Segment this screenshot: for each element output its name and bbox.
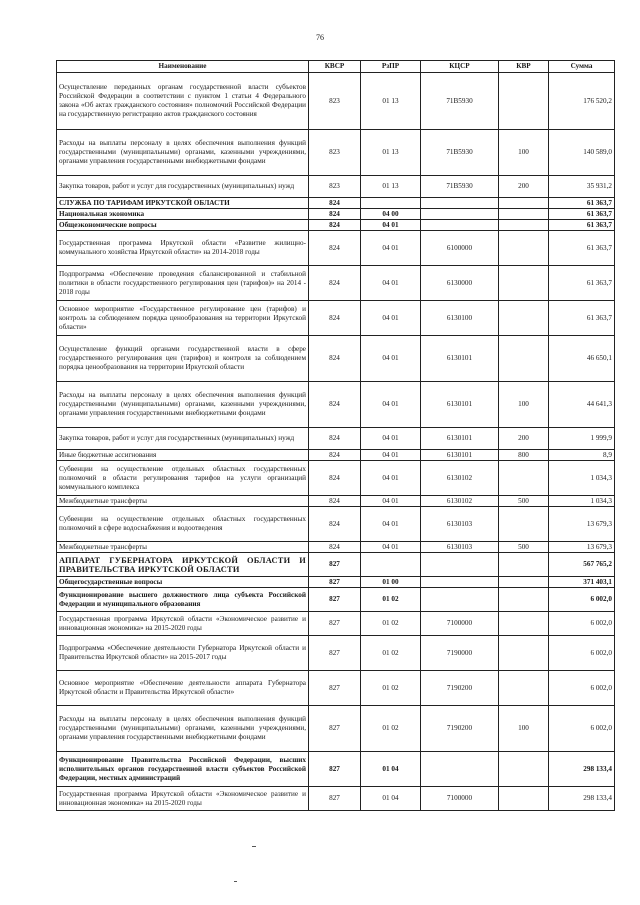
table-row	[57, 73, 615, 130]
cell-rzpr	[361, 553, 421, 577]
cell-name: СЛУЖБА ПО ТАРИФАМ ИРКУТСКОЙ ОБЛАСТИ	[57, 198, 309, 209]
cell-kvr	[499, 671, 549, 706]
cell-kcsr	[421, 553, 499, 577]
cell-kcsr: 6130103	[421, 542, 499, 553]
cell-kvsr: 827	[309, 706, 361, 752]
cell-rzpr: 01 02	[361, 588, 421, 612]
cell-name: Государственная программа Иркутской области «Развитие жилищно-коммунального хозяйства Иркутской области» на 2014-2018 годы	[57, 231, 309, 266]
cell-rzpr: 04 01	[361, 461, 421, 496]
table-row	[57, 507, 615, 542]
cell-name: Функционирование высшего должностного лица субъекта Российской Федерации и муниципального образования	[57, 588, 309, 612]
cell-sum: 6 002,0	[549, 706, 615, 752]
cell-kcsr: 7190000	[421, 636, 499, 671]
cell-kcsr: 6130102	[421, 496, 499, 507]
cell-kvr	[499, 553, 549, 577]
header-sum: Сумма	[549, 61, 615, 73]
cell-sum: 298 133,4	[549, 752, 615, 787]
header-kvr: КВР	[499, 61, 549, 73]
cell-rzpr: 01 02	[361, 671, 421, 706]
table-row	[57, 553, 615, 577]
cell-kcsr: 6130103	[421, 507, 499, 542]
table-row	[57, 636, 615, 671]
cell-sum: 44 641,3	[549, 382, 615, 428]
cell-kvsr: 823	[309, 176, 361, 198]
cell-sum: 13 679,3	[549, 542, 615, 553]
cell-rzpr: 01 02	[361, 612, 421, 636]
cell-kcsr	[421, 588, 499, 612]
cell-name: АППАРАТ ГУБЕРНАТОРА ИРКУТСКОЙ ОБЛАСТИ И ПРАВИТЕЛЬСТВА ИРКУТСКОЙ ОБЛАСТИ	[57, 553, 309, 577]
cell-kvr	[499, 231, 549, 266]
cell-kvr	[499, 220, 549, 231]
cell-kvsr: 824	[309, 542, 361, 553]
cell-kvsr: 823	[309, 73, 361, 130]
cell-kcsr	[421, 752, 499, 787]
cell-sum: 61 363,7	[549, 220, 615, 231]
cell-kvr: 200	[499, 176, 549, 198]
cell-kvr	[499, 577, 549, 588]
table-row	[57, 752, 615, 787]
cell-kvsr: 824	[309, 461, 361, 496]
cell-kvr	[499, 612, 549, 636]
cell-sum: 176 520,2	[549, 73, 615, 130]
cell-kvsr: 824	[309, 382, 361, 428]
cell-rzpr: 01 13	[361, 176, 421, 198]
table-row	[57, 176, 615, 198]
cell-name: Осуществление переданных органам государственной власти субъектов Российской Федерации в соответствии с пунктом 1 статьи 4 Федерального закона «Об актах гражданского состояния» полномочий Российской Федерации на государственную регистрацию актов гражданского состояния	[57, 73, 309, 130]
cell-kvsr: 827	[309, 577, 361, 588]
cell-rzpr: 01 02	[361, 636, 421, 671]
cell-sum: 35 931,2	[549, 176, 615, 198]
cell-kvsr: 827	[309, 553, 361, 577]
cell-sum: 298 133,4	[549, 787, 615, 811]
table-row	[57, 382, 615, 428]
cell-sum: 6 002,0	[549, 612, 615, 636]
cell-kvsr: 823	[309, 130, 361, 176]
cell-name: Подпрограмма «Обеспечение проведения сбалансированной и стабильной политики в области государственного регулирования цен (тарифов)» на 2014 - 2018 годы	[57, 266, 309, 301]
cell-name: Иные бюджетные ассигнования	[57, 450, 309, 461]
cell-kcsr: 7100000	[421, 612, 499, 636]
cell-kvsr: 827	[309, 752, 361, 787]
cell-kcsr: 71В5930	[421, 130, 499, 176]
cell-sum: 61 363,7	[549, 301, 615, 336]
cell-kcsr: 6100000	[421, 231, 499, 266]
scan-mark	[252, 846, 256, 847]
table-row	[57, 612, 615, 636]
cell-kvsr: 824	[309, 301, 361, 336]
table-row	[57, 209, 615, 220]
cell-kcsr: 71В5930	[421, 176, 499, 198]
table-row	[57, 301, 615, 336]
table-row	[57, 220, 615, 231]
cell-kcsr: 71В5930	[421, 73, 499, 130]
cell-name: Подпрограмма «Обеспечение деятельности Губернатора Иркутской области и Правительства Иркутской области» на 2015-2017 годы	[57, 636, 309, 671]
cell-kvr	[499, 588, 549, 612]
cell-rzpr: 01 02	[361, 706, 421, 752]
cell-name: Осуществление функций органами государственной власти в сфере государственного регулирования цен (тарифов) и контроля за соблюдением порядка ценообразования на территории Иркутской области	[57, 336, 309, 382]
table-row	[57, 577, 615, 588]
cell-kcsr	[421, 577, 499, 588]
cell-rzpr	[361, 198, 421, 209]
cell-name: Расходы на выплаты персоналу в целях обеспечения выполнения функций государственными (муниципальными) органами, казенными учреждениями, органами управления государственными внебюджетными фондами	[57, 382, 309, 428]
table-row	[57, 706, 615, 752]
cell-sum: 371 403,1	[549, 577, 615, 588]
cell-kvr: 100	[499, 706, 549, 752]
cell-name: Национальная экономика	[57, 209, 309, 220]
cell-kvr	[499, 266, 549, 301]
page-number: 76	[316, 33, 324, 42]
cell-sum: 61 363,7	[549, 198, 615, 209]
cell-kvsr: 827	[309, 787, 361, 811]
cell-kvr	[499, 198, 549, 209]
cell-name: Основное мероприятие «Обеспечение деятельности аппарата Губернатора Иркутской области и Правительства Иркутской области»	[57, 671, 309, 706]
cell-kvr	[499, 301, 549, 336]
cell-rzpr: 04 01	[361, 231, 421, 266]
cell-kcsr: 6130100	[421, 301, 499, 336]
cell-sum: 61 363,7	[549, 266, 615, 301]
cell-rzpr: 04 01	[361, 542, 421, 553]
cell-rzpr: 01 04	[361, 787, 421, 811]
cell-rzpr: 04 01	[361, 496, 421, 507]
table-row	[57, 231, 615, 266]
cell-kvsr: 824	[309, 496, 361, 507]
cell-kvsr: 824	[309, 198, 361, 209]
table-row	[57, 130, 615, 176]
table-row	[57, 450, 615, 461]
cell-kcsr	[421, 220, 499, 231]
cell-kvsr: 824	[309, 231, 361, 266]
cell-kcsr: 6130101	[421, 450, 499, 461]
cell-rzpr: 04 01	[361, 336, 421, 382]
table-row	[57, 671, 615, 706]
cell-kcsr	[421, 209, 499, 220]
table-row	[57, 428, 615, 450]
cell-kvr: 500	[499, 496, 549, 507]
cell-kvr	[499, 461, 549, 496]
cell-rzpr: 01 00	[361, 577, 421, 588]
cell-kvsr: 827	[309, 636, 361, 671]
cell-sum: 13 679,3	[549, 507, 615, 542]
cell-kvsr: 824	[309, 428, 361, 450]
table-row	[57, 198, 615, 209]
cell-kcsr	[421, 198, 499, 209]
cell-rzpr: 04 01	[361, 220, 421, 231]
cell-name: Расходы на выплаты персоналу в целях обеспечения выполнения функций государственными (муниципальными) органами, казенными учреждениями, органами управления государственными внебюджетными фондами	[57, 130, 309, 176]
budget-table	[56, 60, 615, 811]
cell-sum: 6 002,0	[549, 588, 615, 612]
cell-kvr	[499, 209, 549, 220]
table-row	[57, 461, 615, 496]
cell-kvr: 500	[499, 542, 549, 553]
cell-kcsr: 7100000	[421, 787, 499, 811]
cell-kvr: 200	[499, 428, 549, 450]
cell-name: Государственная программа Иркутской области «Экономическое развитие и инновационная экономика» на 2015-2020 годы	[57, 787, 309, 811]
cell-sum: 6 002,0	[549, 671, 615, 706]
table-row	[57, 787, 615, 811]
cell-kvr	[499, 752, 549, 787]
cell-kcsr: 6130101	[421, 382, 499, 428]
scan-mark	[234, 881, 237, 882]
table-row	[57, 336, 615, 382]
cell-sum: 567 765,2	[549, 553, 615, 577]
cell-name: Субвенции на осуществление отдельных областных государственных полномочий в сфере водоснабжения и водоотведения	[57, 507, 309, 542]
cell-kvsr: 824	[309, 266, 361, 301]
cell-kcsr: 6130101	[421, 336, 499, 382]
cell-rzpr: 04 01	[361, 450, 421, 461]
cell-sum: 61 363,7	[549, 209, 615, 220]
cell-rzpr: 01 04	[361, 752, 421, 787]
cell-rzpr: 04 01	[361, 507, 421, 542]
cell-kvr	[499, 787, 549, 811]
cell-kvsr: 824	[309, 450, 361, 461]
cell-sum: 6 002,0	[549, 636, 615, 671]
table-row	[57, 542, 615, 553]
header-kcsr: КЦСР	[421, 61, 499, 73]
cell-kcsr: 7190200	[421, 706, 499, 752]
cell-name: Субвенции на осуществление отдельных областных государственных полномочий в области регулирования тарифов на услуги организаций коммунального комплекса	[57, 461, 309, 496]
cell-kvsr: 824	[309, 220, 361, 231]
table-row	[57, 496, 615, 507]
cell-rzpr: 01 13	[361, 73, 421, 130]
cell-kvsr: 827	[309, 612, 361, 636]
table-body	[57, 73, 615, 811]
cell-name: Государственная программа Иркутской области «Экономическое развитие и инновационная экономика» на 2015-2020 годы	[57, 612, 309, 636]
cell-kvr	[499, 507, 549, 542]
cell-rzpr: 04 01	[361, 266, 421, 301]
header-rzpr: РзПР	[361, 61, 421, 73]
cell-kvsr: 824	[309, 209, 361, 220]
cell-kvr: 100	[499, 382, 549, 428]
cell-kvr: 100	[499, 130, 549, 176]
cell-sum: 8,9	[549, 450, 615, 461]
cell-sum: 61 363,7	[549, 231, 615, 266]
cell-name: Функционирование Правительства Российской Федерации, высших исполнительных органов государственной власти субъектов Российской Федерации, местных администраций	[57, 752, 309, 787]
cell-rzpr: 04 01	[361, 301, 421, 336]
cell-rzpr: 01 13	[361, 130, 421, 176]
cell-kvsr: 824	[309, 507, 361, 542]
table-row	[57, 266, 615, 301]
table-row	[57, 588, 615, 612]
header-kvsr: КВСР	[309, 61, 361, 73]
cell-sum: 46 650,1	[549, 336, 615, 382]
cell-name: Общеэкономические вопросы	[57, 220, 309, 231]
cell-name: Расходы на выплаты персоналу в целях обеспечения выполнения функций государственными (муниципальными) органами, казенными учреждениями, органами управления государственными внебюджетными фондами	[57, 706, 309, 752]
cell-rzpr: 04 00	[361, 209, 421, 220]
cell-kcsr: 6130102	[421, 461, 499, 496]
cell-name: Межбюджетные трансферты	[57, 496, 309, 507]
cell-name: Закупка товаров, работ и услуг для государственных (муниципальных) нужд	[57, 176, 309, 198]
table-header-row	[57, 61, 615, 73]
cell-kvr: 800	[499, 450, 549, 461]
cell-name: Общегосударственные вопросы	[57, 577, 309, 588]
cell-rzpr: 04 01	[361, 382, 421, 428]
cell-rzpr: 04 01	[361, 428, 421, 450]
cell-sum: 1 034,3	[549, 461, 615, 496]
cell-kcsr: 6130000	[421, 266, 499, 301]
cell-kvsr: 827	[309, 588, 361, 612]
cell-sum: 1 034,3	[549, 496, 615, 507]
header-name: Наименование	[57, 61, 309, 73]
cell-kvr	[499, 73, 549, 130]
cell-kcsr: 6130101	[421, 428, 499, 450]
cell-name: Закупка товаров, работ и услуг для государственных (муниципальных) нужд	[57, 428, 309, 450]
cell-sum: 1 999,9	[549, 428, 615, 450]
cell-kvr	[499, 636, 549, 671]
cell-kvsr: 824	[309, 336, 361, 382]
cell-kcsr: 7190200	[421, 671, 499, 706]
cell-sum: 140 589,0	[549, 130, 615, 176]
cell-kvsr: 827	[309, 671, 361, 706]
cell-kvr	[499, 336, 549, 382]
cell-name: Межбюджетные трансферты	[57, 542, 309, 553]
cell-name: Основное мероприятие «Государственное регулирование цен (тарифов) и контроль за соблюдением порядка ценообразования на территории Иркутской области»	[57, 301, 309, 336]
